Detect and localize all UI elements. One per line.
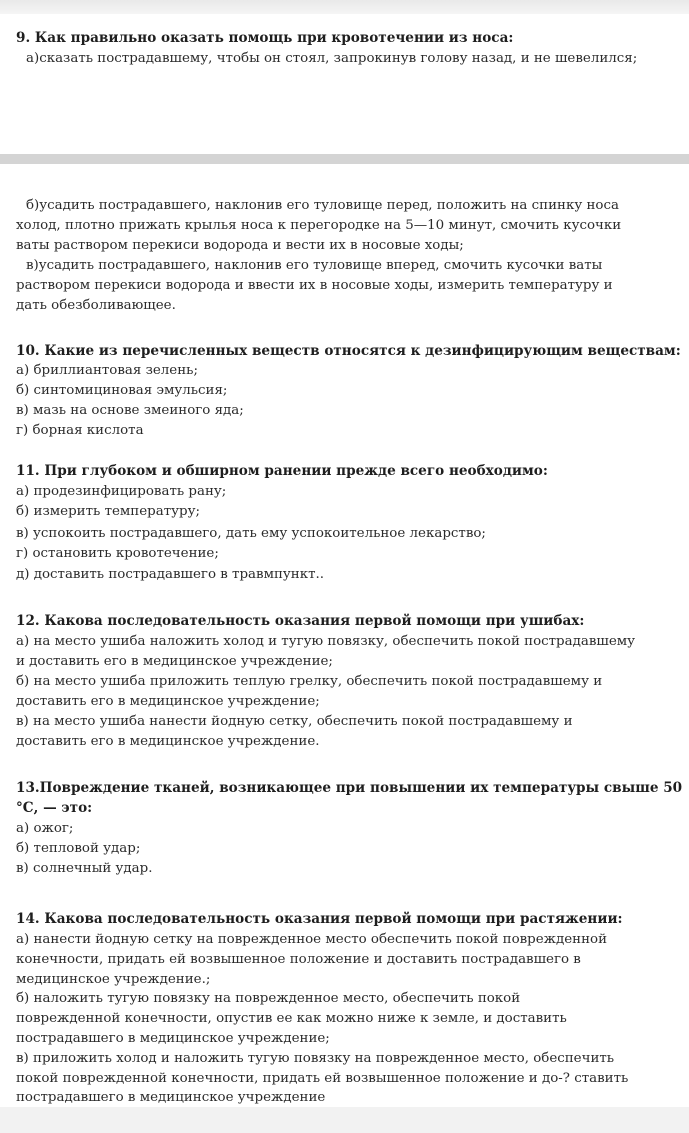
question-13-title-line-2: °С, — это: — [16, 800, 93, 816]
question-13-option-b: б) тепловой удар; — [16, 841, 141, 856]
question-11-option-d: г) остановить кровотечение; — [16, 546, 219, 561]
question-12-title: 12. Какова последовательность оказания первой помощи при ушибах: — [16, 613, 585, 629]
question-9-option-b-line-3: ваты раствором перекиси водорода и вести их в носовые ходы; — [16, 238, 464, 253]
question-9-option-a: а)сказать пострадавшему, чтобы он стоял, запрокинув голову назад, и не шевелился; — [26, 51, 638, 66]
question-9-option-c-line-3: дать обезболивающее. — [16, 298, 176, 313]
page-top-edge — [0, 0, 689, 14]
question-14-line-4: б) наложить тугую повязку на поврежденное место, обеспечить покой — [16, 991, 521, 1006]
question-12-line-2: и доставить его в медицинское учреждение; — [16, 654, 333, 669]
question-12-line-5: в) на место ушиба нанести йодную сетку, обеспечить покой пострадавшему и — [16, 714, 573, 729]
question-14-line-6: пострадавшего в медицинское учреждение; — [16, 1031, 330, 1046]
question-13-title-line-1: 13.Повреждение тканей, возникающее при повышении их температуры свыше 50 — [16, 780, 683, 796]
question-13-option-a: а) ожог; — [16, 821, 74, 836]
question-10-option-d: г) борная кислота — [16, 423, 144, 438]
question-10-option-c: в) мазь на основе змеиного яда; — [16, 403, 244, 418]
question-9-option-c-line-2: раствором перекиси водорода и ввести их в носовые ходы, измерить температуру и — [16, 278, 613, 293]
page-bottom-edge — [0, 1107, 689, 1133]
question-10-option-b: б) синтомициновая эмульсия; — [16, 383, 228, 398]
question-10-title: 10. Какие из перечисленных веществ относятся к дезинфицирующим веществам: — [16, 343, 681, 359]
question-14-line-7: в) приложить холод и наложить тугую повязку на поврежденное место, обеспечить — [16, 1051, 615, 1066]
question-10-option-a: а) бриллиантовая зелень; — [16, 363, 198, 378]
question-9-option-b-line-1: б)усадить пострадавшего, наклонив его туловище перед, положить на спинку носа — [26, 198, 619, 213]
question-11-option-a: а) продезинфицировать рану; — [16, 484, 227, 499]
question-14-line-2: конечности, придать ей возвышенное положение и доставить пострадавшего в — [16, 952, 581, 967]
question-14-line-9: пострадавшего в медицинское учреждение — [16, 1090, 326, 1105]
question-12-line-3: б) на место ушиба приложить теплую грелку, обеспечить покой пострадавшему и — [16, 674, 603, 689]
question-12-line-1: а) на место ушиба наложить холод и тугую повязку, обеспечить покой пострадавшему — [16, 634, 636, 649]
question-11-option-c: в) успокоить пострадавшего, дать ему успокоительное лекарство; — [16, 526, 486, 541]
page-divider — [0, 154, 689, 164]
question-11-option-b: б) измерить температуру; — [16, 504, 200, 519]
question-9-title: 9. Как правильно оказать помощь при кровотечении из носа: — [16, 30, 514, 46]
question-12-line-6: доставить его в медицинское учреждение. — [16, 734, 320, 749]
question-12-line-4: доставить его в медицинское учреждение; — [16, 694, 320, 709]
question-13-option-c: в) солнечный удар. — [16, 861, 153, 876]
question-9-option-c-line-1: в)усадить пострадавшего, наклонив его туловище вперед, смочить кусочки ваты — [26, 258, 603, 273]
question-14-line-8: покой поврежденной конечности, придать ей возвышенное положение и до-? ставить — [16, 1071, 629, 1086]
question-14-line-3: медицинское учреждение.; — [16, 972, 211, 987]
question-14-line-1: а) нанести йодную сетку на поврежденное место обеспечить покой поврежденной — [16, 932, 608, 947]
question-11-option-e: д) доставить пострадавшего в травмпункт.. — [16, 567, 324, 582]
question-9-option-b-line-2: холод, плотно прижать крылья носа к перегородке на 5—10 минут, смочить кусочки — [16, 218, 622, 233]
question-14-title: 14. Какова последовательность оказания первой помощи при растяжении: — [16, 911, 623, 927]
question-14-line-5: поврежденной конечности, опустив ее как можно ниже к земле, и доставить — [16, 1011, 567, 1026]
question-11-title: 11. При глубоком и обширном ранении прежде всего необходимо: — [16, 463, 548, 479]
